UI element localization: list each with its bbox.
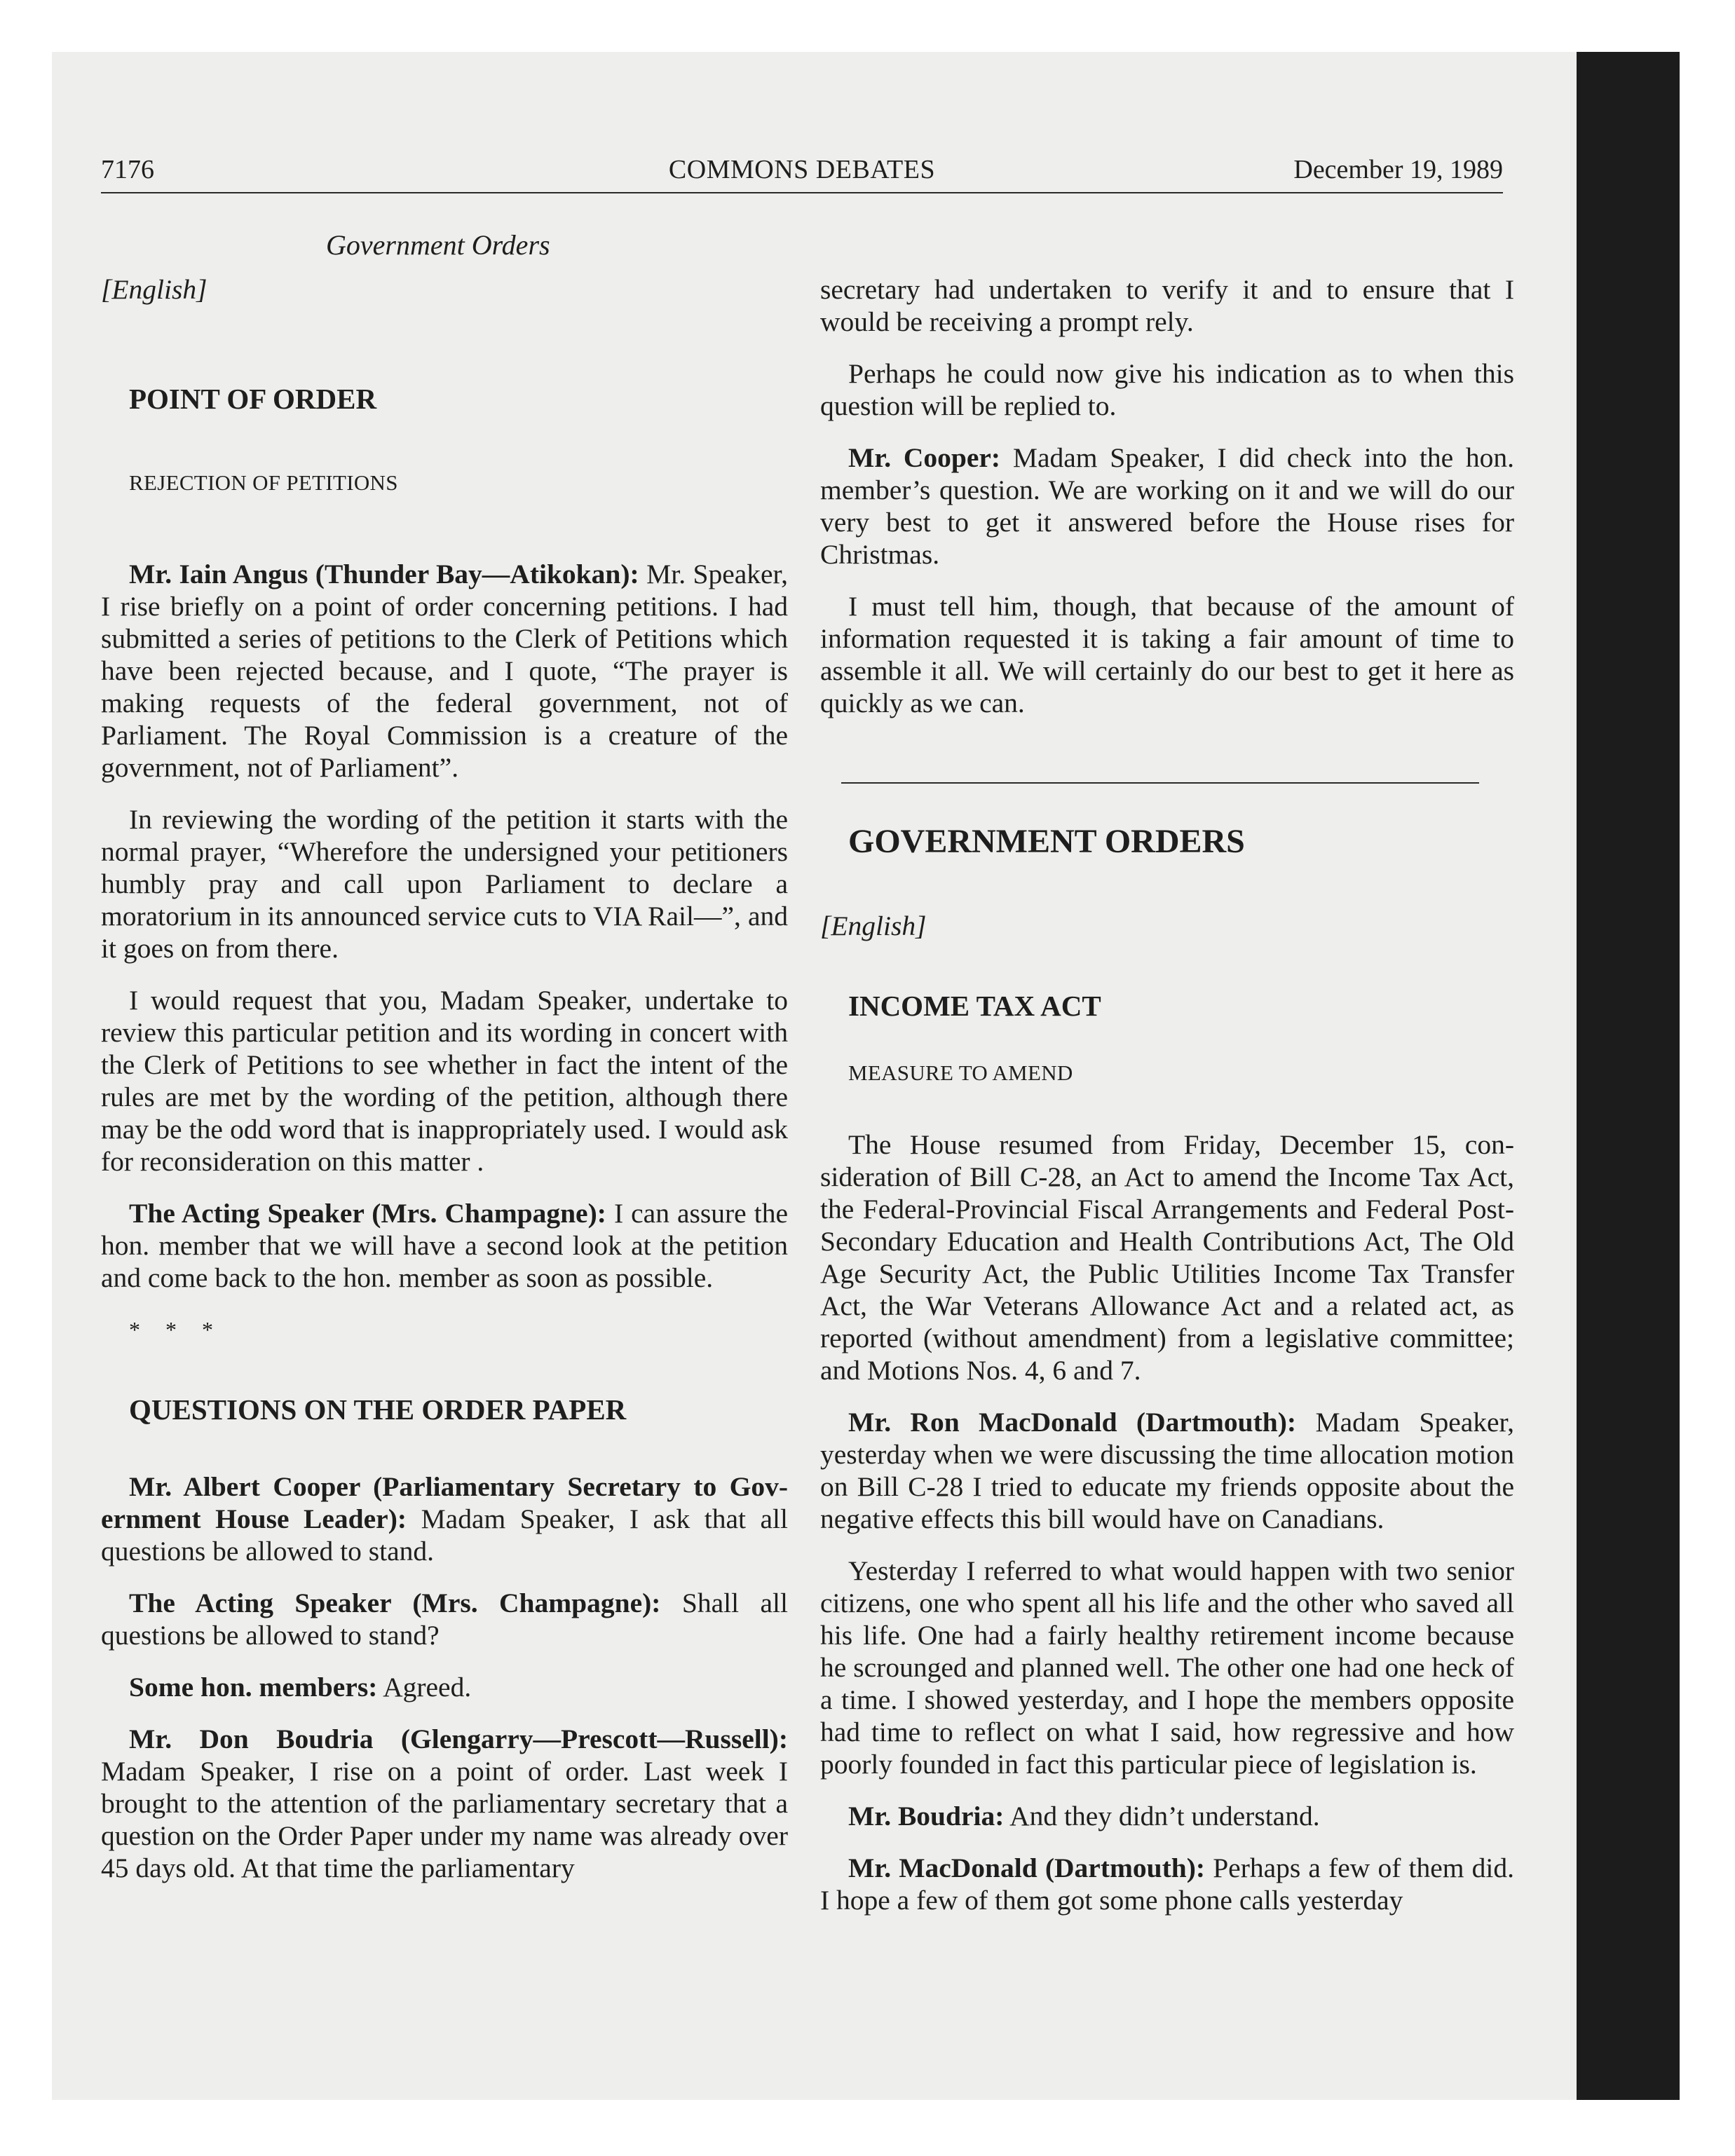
government-orders-heading: GOVERNMENT ORDERS <box>848 823 1245 860</box>
speaker-name: Mr. Iain Angus (Thunder Bay—Atikokan): <box>129 559 639 589</box>
speech-paragraph <box>820 1800 1514 1832</box>
speech-text: I can assure the hon. member that we will have a second look at the petition and come back to the hon. member as soon as possible. <box>101 1198 788 1293</box>
speech-paragraph: The House resumed from Friday, December 15, consideration of Bill C-28, an Act to amend the Income Tax Act, the Federal-Provincial Fiscal Arrangements and Federal Post-Secondary Education and Health Contributions Act, The Old Age Security Act, the Public Utilities Income Tax Transfer Act, the War Veterans Allowance Act and a related act, as reported (without amendment) from a legislative committee; and Motions Nos. 4, 6 and 7. <box>820 1129 1514 1386</box>
speaker-name: Mr. MacDonald (Dartmouth): <box>848 1853 1206 1883</box>
speech-text: Madam Speaker, I ask that all questions be allowed to stand. <box>101 1503 788 1567</box>
speech-text: And they didn’t understand. <box>1004 1801 1320 1831</box>
measure-to-amend-subheading: MEASURE TO AMEND <box>848 1060 1073 1085</box>
speech-text: Mr. Speaker, I rise briefly on a point of order concerning petitions. I had submitted a series of petitions to the Clerk of Petitions which have been rejected because, and I quote, “The prayer is making requests of the federal government, not of Parliament. The Royal Commission is a creature of the government, not of Parliament”. <box>101 559 789 783</box>
page-header <box>101 154 1503 191</box>
speech-text: Madam Speaker, yesterday when we were discussing the time allocation motion on Bill C-28 I tried to educate my friends opposite about the negative effects this bill would have on Canadians. <box>820 1407 1515 1534</box>
speech-paragraph <box>101 558 788 784</box>
speaker-name: Mr. Cooper: <box>848 442 1001 473</box>
speech-paragraph: I must tell him, though, that because of the amount of information requested it is taking a fair amount of time to assemble it all. We will certainly do our best to get it here as quickly as we can. <box>820 591 1514 718</box>
speech-paragraph <box>820 442 1514 571</box>
header-rule <box>101 192 1503 193</box>
rejection-of-petitions-subheading: REJECTION OF PETITIONS <box>129 470 398 495</box>
speaker-name: Some hon. members: <box>129 1672 378 1703</box>
speech-paragraph: In reviewing the wording of the petition it starts with the normal prayer, “Wherefore the undersigned your petitioners humbly pray and call upon Parliament to declare a moratorium in its announced service cuts to VIA Rail—”, and it goes on from there. <box>101 804 788 964</box>
language-label: [English] <box>820 910 927 941</box>
page-number: 7176 <box>101 155 154 184</box>
section-header: Government Orders <box>326 229 550 261</box>
speaker-name: The Acting Speaker (Mrs. Champagne): <box>129 1588 661 1618</box>
speech-paragraph: Yesterday I referred to what would happen with two senior citizens, one who spent all his life and the other who saved all his life. One had a fairly healthy retirement income because he scrounged and planned well. The other one had one heck of a time. I showed yesterday, and I hope the members opposite had time to reflect on what I said, how regressive and how poorly founded in fact this particular piece of legislation is. <box>820 1555 1514 1780</box>
scan-edge-bar <box>1577 52 1680 2100</box>
speech-paragraph: I would request that you, Madam Speaker, undertake to review this particular petition and its wording in concert with the Clerk of Petitions to see whether in fact the intent of the rules are met by the wording of the petition, although there may be the odd word that is inappropriately used. I would ask for reconsideration on this matter . <box>101 985 788 1177</box>
speech-paragraph <box>101 1587 788 1651</box>
speech-text: Perhaps a few of them did. I hope a few of them got some phone calls yesterday <box>820 1853 1514 1916</box>
speech-paragraph <box>820 1406 1514 1535</box>
speech-paragraph: Perhaps he could now give his indication as to when this question will be replied to. <box>820 358 1514 421</box>
speech-text: Shall all questions be allowed to stand? <box>101 1588 788 1651</box>
language-label: [English] <box>101 274 207 305</box>
publication-date: December 19, 1989 <box>1293 155 1503 184</box>
speaker-name: Mr. Ron MacDonald (Dartmouth): <box>848 1407 1297 1438</box>
speaker-name: Mr. Don Boudria (Glengarry—Prescott—Russell): <box>129 1724 788 1754</box>
section-separator: * * * <box>129 1317 223 1342</box>
speech-paragraph <box>101 1671 788 1703</box>
speech-paragraph <box>101 1723 788 1884</box>
questions-on-order-paper-heading: QUESTIONS ON THE ORDER PAPER <box>129 1393 627 1426</box>
speech-text: Agreed. <box>377 1672 472 1703</box>
speech-paragraph <box>820 1852 1514 1916</box>
speech-text: Madam Speaker, I did check into the hon. member’s question. We are working on it and we will do our very best to get it answered before the House rises for Christmas. <box>820 442 1514 570</box>
speaker-name: The Acting Speaker (Mrs. Champagne): <box>129 1198 606 1229</box>
speech-paragraph <box>101 1471 788 1567</box>
left-column <box>101 273 788 1904</box>
speaker-name: Mr. Boudria: <box>848 1801 1005 1831</box>
income-tax-act-heading: INCOME TAX ACT <box>848 990 1101 1022</box>
speech-paragraph: secretary had undertaken to verify it and to ensure that I would be receiving a prompt rely. <box>820 274 1514 337</box>
speaker-name: Mr. Albert Cooper (Parliamentary Secretary to Government House Leader): <box>101 1471 788 1534</box>
publication-title: COMMONS DEBATES <box>668 155 936 184</box>
speech-paragraph <box>101 1197 788 1294</box>
right-column <box>820 273 1514 1936</box>
point-of-order-heading: POINT OF ORDER <box>129 383 377 415</box>
speech-text: Madam Speaker, I rise on a point of order. Last week I brought to the attention of the parliamentary secretary that a question on the Order Paper under my name was already over 45 days old. At that time the parliamentary <box>101 1756 788 1883</box>
